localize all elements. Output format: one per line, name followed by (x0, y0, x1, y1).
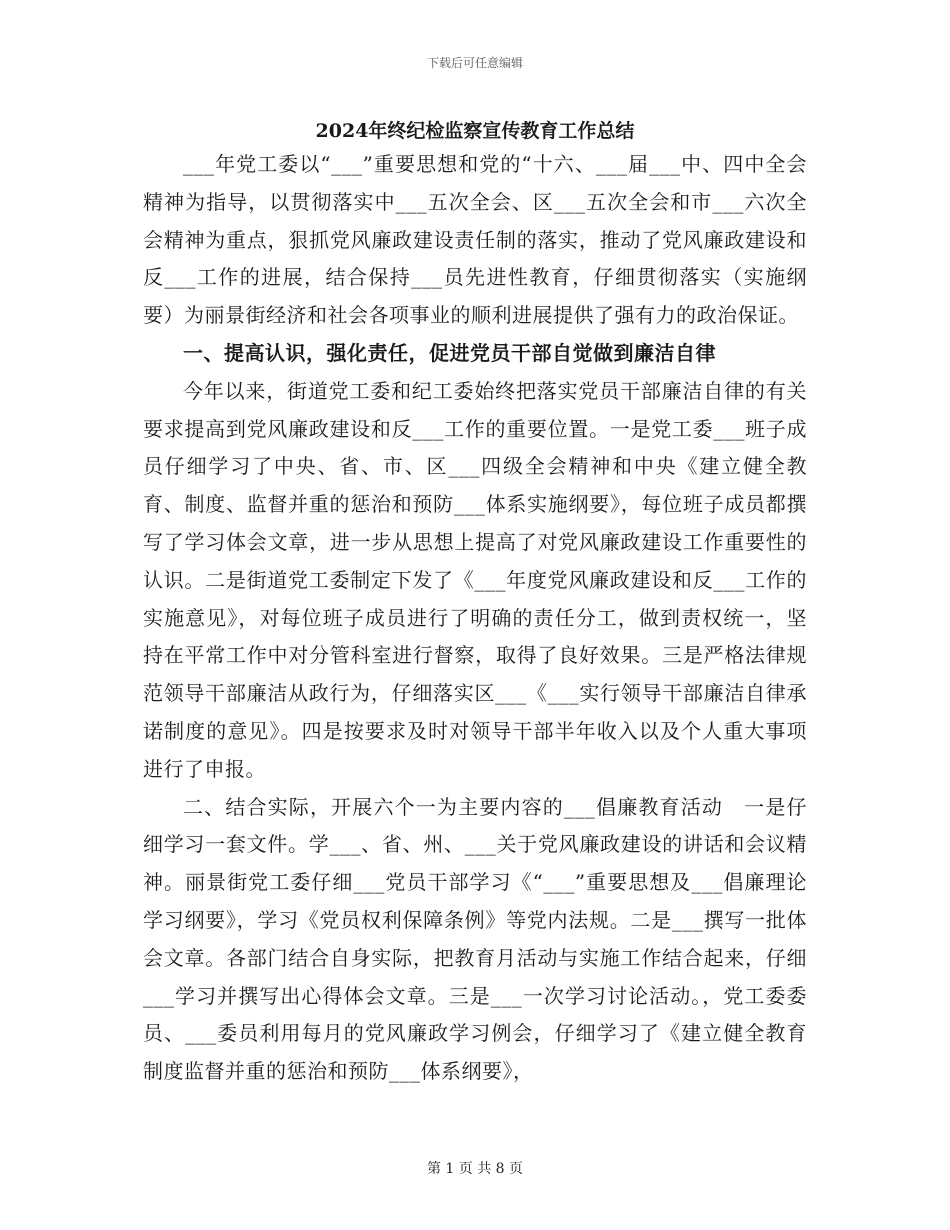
page-number: 第 1 页 共 8 页 (426, 1161, 524, 1177)
document-body (143, 146, 807, 1091)
section-heading-1: 一、提高认识，强化责任，促进党员干部自觉做到廉洁自律 (183, 340, 716, 365)
section-2-paragraph: 二、结合实际，开展六个一为主要内容的___倡廉教育活动 一是仔细学习一套文件。学___、省、州、___关于党风廉政建设的讲话和会议精神。丽景街党工委仔细___党员干部学习《“___”重要思想及___倡廉理论学习纲要》，学习《党员权利保障条例》等党内法规。二是___撰写一批体会文章。各部门结合自身实际，把教育月活动与实施工作结合起来，仔细___学习并撰写出心得体会文章。三是___一次学习讨论活动。，党工委委员、___委员利用每月的党风廉政学习例会，仔细学习了《建立健全教育制度监督并重的惩治和预防___体系纲要》， (143, 794, 807, 1084)
download-note: 下载后可任意编辑 (426, 56, 523, 70)
intro-paragraph: ___年党工委以“___”重要思想和党的“十六、___届___中、四中全会精神为指导，以贯彻落实中___五次全会、区___五次全会和市___六次全会精神为重点，狠抓党风廉政建设责任制的落实，推动了党风廉政建设和反___工作的进展，结合保持___员先进性教育，仔细贯彻落实（实施纲要）为丽景街经济和社会各项事业的顺利进展提供了强有力的政治保证。 (143, 152, 807, 328)
document-title: 2024年终纪检监察宣传教育工作总结 (315, 120, 635, 142)
section-1-paragraph: 今年以来，街道党工委和纪工委始终把落实党员干部廉洁自律的有关要求提高到党风廉政建设和反___工作的重要位置。一是党工委___班子成员仔细学习了中央、省、市、区___四级全会精神和中央《建立健全教育、制度、监督并重的惩治和预防___体系实施纲要》，每位班子成员都撰写了学习体会文章，进一步从思想上提高了对党风廉政建设工作重要性的认识。二是街道党工委制定下发了《___年度党风廉政建设和反___工作的实施意见》，对每位班子成员进行了明确的责任分工，做到责权统一，坚持在平常工作中对分管科室进行督察，取得了良好效果。三是严格法律规范领导干部廉洁从政行为，仔细落实区___《___实行领导干部廉洁自律承诺制度的意见》。四是按要求及时对领导干部半年收入以及个人重大事项进行了申报。 (143, 378, 807, 781)
